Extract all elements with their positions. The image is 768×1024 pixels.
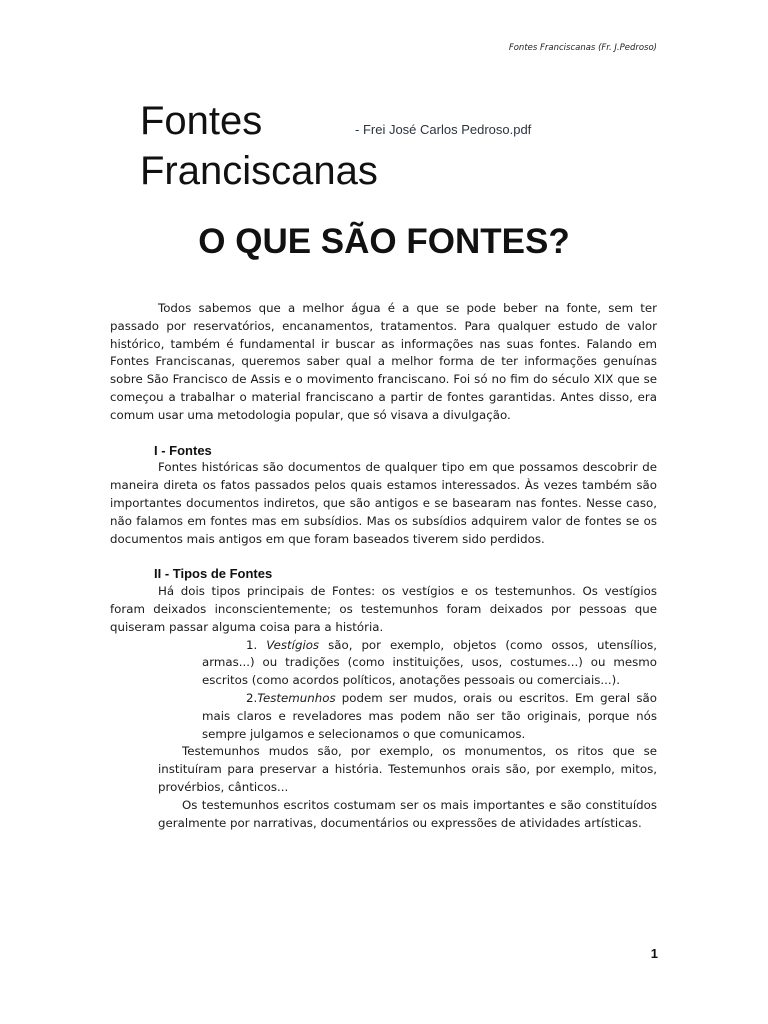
page-title: O QUE SÃO FONTES? bbox=[198, 222, 570, 261]
sub-paragraph-mudos: Testemunhos mudos são, por exemplo, os monumentos, os ritos que se instituíram para preservar a história. Testemunhos orais são, por exemplo, mitos, provérbios, cânticos... bbox=[158, 744, 657, 794]
sub-paragraph-escritos: Os testemunhos escritos costumam ser os mais importantes e são constituídos geralmente por narrativas, documentários ou expressões de atividades artísticas. bbox=[158, 797, 657, 830]
section-heading-fontes: I - Fontes bbox=[154, 442, 212, 458]
file-name-label: - Frei José Carlos Pedroso.pdf bbox=[355, 122, 532, 137]
list-item-text: são, por exemplo, objetos (como ossos, utensílios, armas...) ou tradições (como instituições, usos, costumes...) ou mesmo escritos (como acordos políticos, anotações pessoais ou comerciais...). bbox=[202, 637, 657, 688]
page-number: 1 bbox=[650, 946, 658, 961]
list-item-text: podem ser mudos, orais ou escritos. Em geral são mais claros e reveladores mas podem não ser tão originais, porque nós sempre julgamos e selecionamos o que comunicamos. bbox=[202, 690, 657, 741]
term-testemunhos: Testemunhos bbox=[257, 690, 336, 705]
document-body bbox=[110, 300, 657, 832]
intro-paragraph: Todos sabemos que a melhor água é a que se pode beber na fonte, sem ter passado por reservatórios, encanamentos, tratamentos. Para qualquer estudo de valor histórico, também é fundamental ir buscar as informações nas suas fontes. Falando em Fontes Franciscanas, queremos saber qual a melhor forma de ter informações genuínas sobre São Francisco de Assis e o movimento franciscano. Foi só no fim do século XIX que se começou a trabalhar o material franciscano a partir de fontes garantidas. Antes disso, era comum usar uma metodologia popular, que só visava a divulgação. bbox=[110, 301, 657, 422]
list-item-number: 1. bbox=[246, 637, 267, 652]
list-item-number: 2. bbox=[246, 690, 258, 705]
section-tipos-paragraph: Há dois tipos principais de Fontes: os vestígios e os testemunhos. Os vestígios foram deixados inconscientemente; os testemunhos foram deixados por pessoas que quiseram passar alguma coisa para a história. bbox=[110, 584, 657, 634]
list-block bbox=[110, 637, 657, 744]
running-header: Fontes Franciscanas (Fr. J.Pedroso) bbox=[508, 43, 657, 53]
title-banner bbox=[128, 96, 378, 193]
section-fontes-paragraph: Fontes históricas são documentos de qualquer tipo em que possamos descobrir de maneira direta os fatos passados pelos quais estamos interessados. Às vezes também são importantes documentos indiretos, que são antigos e se basearam nas fontes. Nesse caso, não falamos em fontes mas em subsídios. Mas os subsídios adquirem valor de fontes se os documentos mais antigos em que foram baseados tiverem sido perdidos. bbox=[110, 460, 657, 546]
list-item-vestigios bbox=[202, 637, 657, 690]
section-heading-tipos: II - Tipos de Fontes bbox=[154, 566, 273, 582]
banner-title: Fontes Franciscanas bbox=[140, 99, 378, 193]
list-item-testemunhos bbox=[202, 690, 657, 743]
sub-block bbox=[110, 743, 657, 832]
term-vestigios: Vestígios bbox=[266, 637, 320, 652]
